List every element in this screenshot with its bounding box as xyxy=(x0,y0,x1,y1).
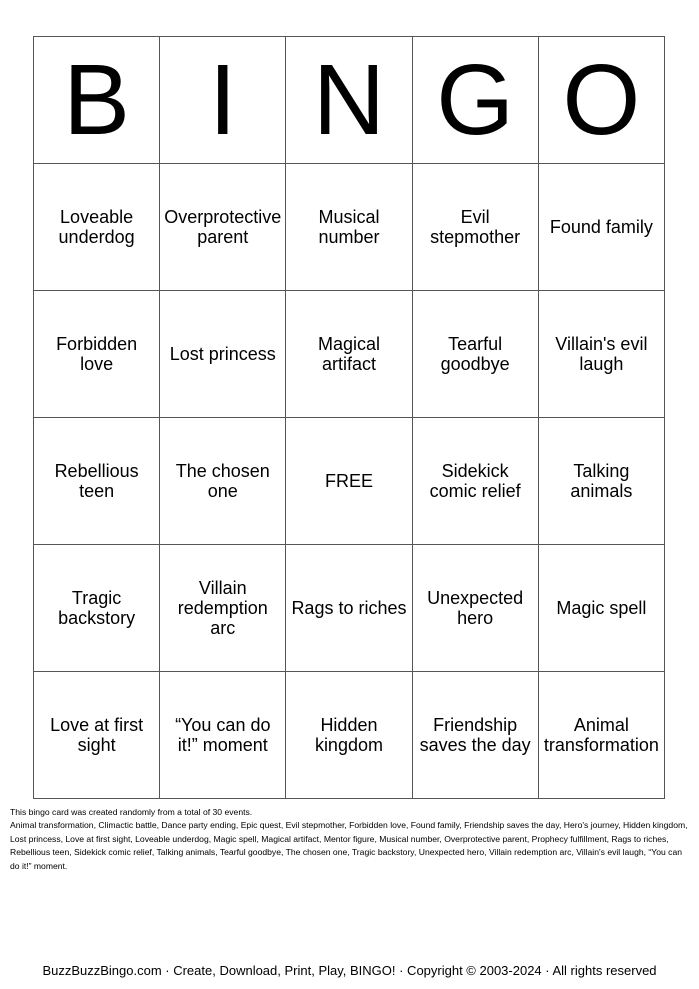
bingo-cell: Forbidden love xyxy=(34,291,160,418)
bingo-cell: Rags to riches xyxy=(286,545,412,672)
bingo-row-3 xyxy=(34,418,665,545)
card-info xyxy=(10,806,692,873)
bingo-cell: Evil stepmother xyxy=(412,164,538,291)
bingo-cell: The chosen one xyxy=(160,418,286,545)
bingo-cell: Unexpected hero xyxy=(412,545,538,672)
bingo-card xyxy=(33,36,665,799)
bingo-header-row xyxy=(34,37,665,164)
bingo-cell: Talking animals xyxy=(538,418,664,545)
bingo-cell: Overprotective parent xyxy=(160,164,286,291)
bingo-cell: Rebellious teen xyxy=(34,418,160,545)
free-space-cell: FREE xyxy=(286,418,412,545)
bingo-cell: Tearful goodbye xyxy=(412,291,538,418)
header-letter-o: O xyxy=(538,37,664,164)
bingo-row-5 xyxy=(34,672,665,799)
bingo-cell: Tragic backstory xyxy=(34,545,160,672)
footer-copyright: BuzzBuzzBingo.com · Create, Download, Print, Play, BINGO! · Copyright © 2003-2024 · All rights reserved xyxy=(42,963,657,978)
header-letter-i: I xyxy=(160,37,286,164)
header-letter-g: G xyxy=(412,37,538,164)
header-letter-b: B xyxy=(34,37,160,164)
bingo-cell: Villain's evil laugh xyxy=(538,291,664,418)
bingo-cell: “You can do it!” moment xyxy=(160,672,286,799)
bingo-cell: Magic spell xyxy=(538,545,664,672)
event-list: Animal transformation, Climactic battle, Dance party ending, Epic quest, Evil stepmother, Forbidden love, Found family, Friendship saves the day, Hero's journey, Hidden kingdom, Lost princess, Love at first sight, Loveable underdog, Magic spell, Magical artifact, Mentor figure, Musical number, Overprotective parent, Prophecy fulfillment, Rags to riches, Rebellious teen, Sidekick comic relief, Talking animals, Tearful goodbye, The chosen one, Tragic backstory, Unexpected hero, Villain redemption arc, Villain's evil laugh, “You can do it!” moment. xyxy=(10,820,688,871)
card-info-intro: This bingo card was created randomly from a total of 30 events. xyxy=(10,807,253,817)
bingo-cell: Musical number xyxy=(286,164,412,291)
bingo-cell: Hidden kingdom xyxy=(286,672,412,799)
bingo-row-1 xyxy=(34,164,665,291)
header-letter-n: N xyxy=(286,37,412,164)
bingo-cell: Magical artifact xyxy=(286,291,412,418)
bingo-cell: Found family xyxy=(538,164,664,291)
bingo-cell: Villain redemption arc xyxy=(160,545,286,672)
bingo-cell: Animal transformation xyxy=(538,672,664,799)
bingo-cell: Friendship saves the day xyxy=(412,672,538,799)
bingo-cell: Sidekick comic relief xyxy=(412,418,538,545)
bingo-cell: Love at first sight xyxy=(34,672,160,799)
bingo-cell: Loveable underdog xyxy=(34,164,160,291)
bingo-cell: Lost princess xyxy=(160,291,286,418)
bingo-row-4 xyxy=(34,545,665,672)
bingo-row-2 xyxy=(34,291,665,418)
